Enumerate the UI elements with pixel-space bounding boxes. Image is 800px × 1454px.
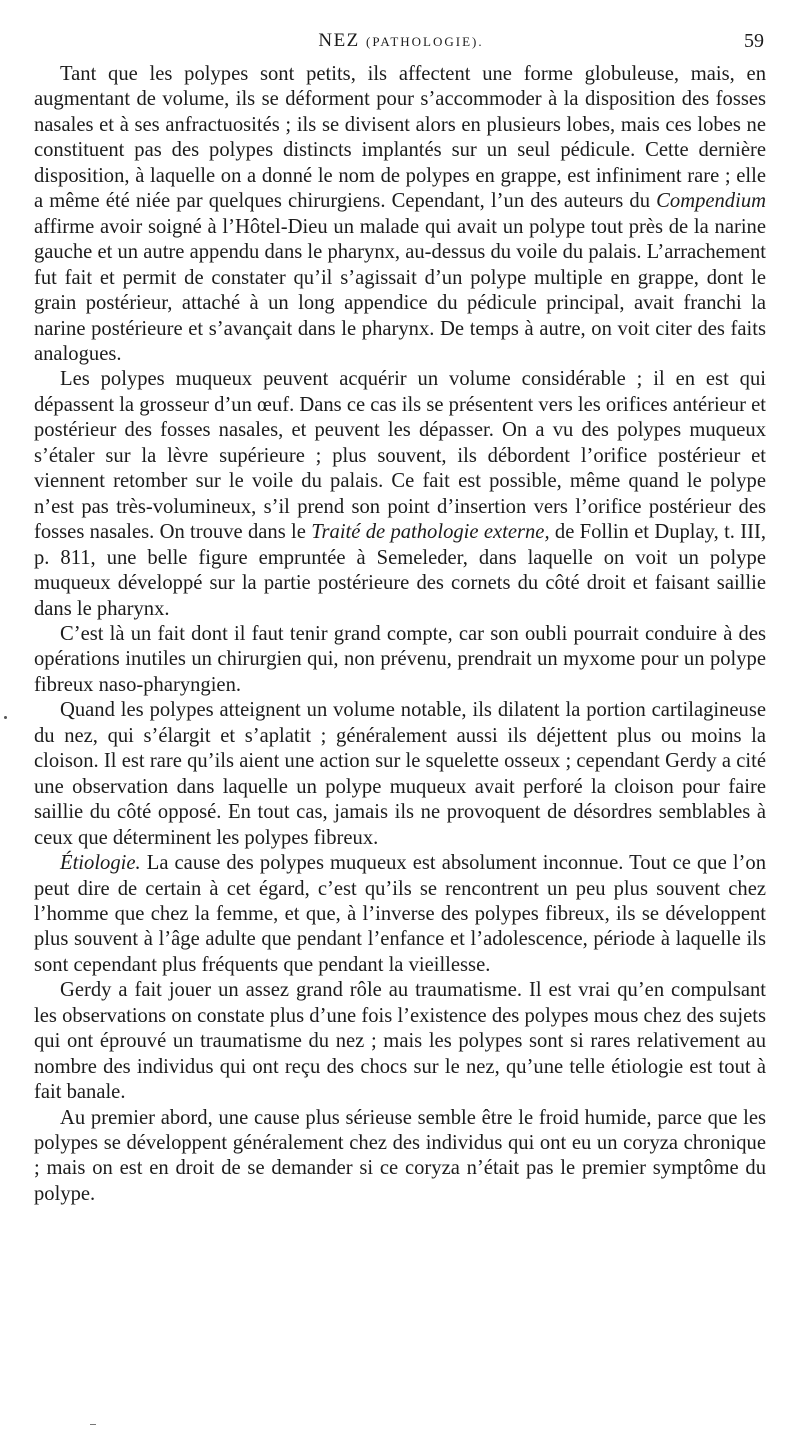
body-text — [34, 62, 766, 1207]
page-number: 59 — [744, 30, 764, 52]
paragraph-traumatisme: Gerdy a fait jouer un assez grand rôle au traumatisme. Il est vrai qu’en compulsant les observations on constate plus d’une fois l’existence des polypes mous chez des sujets qui ont éprouvé un traumatisme du nez ; mais les polypes sont si rares relativement au nombre des individus qui ont reçu des chocs sur le nez, qu’une telle étiologie est tout à fait banale. — [34, 979, 766, 1104]
margin-speck — [4, 716, 7, 719]
running-head — [34, 30, 768, 52]
italic-traite-title: Traité de pathologie externe, — [311, 521, 550, 544]
footer-mark — [90, 1424, 96, 1425]
paragraph-polypes-en-grappe: Tant que les polypes sont petits, ils affectent une forme globuleuse, mais, en augmentant de volume, ils se déforment pour s’accommoder à la disposition des fosses nasales et à ses anfractuosités ; ils se divisent alors en plusieurs lobes, mais ces lobes ne constituent pas des polypes distincts implantés sur un seul pédicule. Cette dernière disposition, à laquelle on a donné le nom de polypes en grappe, est infiniment rare ; elle a même été niée par quelques chirurgiens. Cependant, l’un des auteurs du Compendium affirme avoir soigné à l’Hôtel-Dieu un malade qui avait un polype tout près de la narine gauche et un autre appendu dans le pharynx, au-dessus du voile du palais. L’arrachement fut fait et permit de constater qu’il s’agissait d’un polype multiple en grappe, dont le grain postérieur, attaché à un long appendice du pédicule principal, avait franchi la narine postérieure et s’avançait dans le pharynx. De temps à autre, on voit citer des faits analogues. — [34, 63, 766, 365]
section-heading-etiologie: Étiologie. — [60, 852, 141, 875]
paragraph-myxome: C’est là un fait dont il faut tenir grand compte, car son oubli pourrait conduire à des opérations inutiles un chirurgien qui, non prévenu, prendrait un myxome pour un polype fibreux naso-pharyngien. — [34, 622, 766, 696]
paragraph-etiologie: Étiologie. La cause des polypes muqueux est absolument inconnue. Tout ce que l’on peut dire de certain à cet égard, c’est qu’ils se rencontrent un peu plus souvent chez l’homme que chez la femme, et que, à l’inverse des polypes fibreux, ils se développent plus souvent à l’âge adulte que pendant l’enfance et l’adolescence, période à laquelle ils sont cependant plus fréquents que pendant la vieillesse. — [34, 852, 766, 976]
italic-compendium: Compendium — [656, 190, 766, 213]
running-head-title: NEZ — [318, 30, 360, 51]
running-head-subtitle: (PATHOLOGIE). — [366, 34, 484, 49]
page-header — [34, 30, 768, 58]
paragraph-dilatation: Quand les polypes atteignent un volume notable, ils dilatent la portion cartilagineuse du nez, qui s’élargit et s’aplatit ; généralement aussi ils déjettent plus ou moins la cloison. Il est rare qu’ils aient une action sur le squelette osseux ; cependant Gerdy a cité une observation dans laquelle un polype muqueux avait perforé la cloison pour faire saillie du côté opposé. En tout cas, jamais ils ne provoquent de désordres semblables à ceux que déterminent les polypes fibreux. — [34, 699, 766, 849]
paragraph-froid-humide: Au premier abord, une cause plus sérieuse semble être le froid humide, parce que les polypes se développent généralement chez des individus qui ont eu un coryza chronique ; mais on est en droit de se demander si ce coryza n’était pas le premier symptôme du polype. — [34, 1106, 766, 1205]
paragraph-volume: Les polypes muqueux peuvent acquérir un volume considérable ; il en est qui dépassent la grosseur d’un œuf. Dans ce cas ils se présentent vers les orifices antérieur et postérieur des fosses nasales, et peuvent les dépasser. On a vu des polypes muqueux s’étaler sur la lèvre supérieure ; plus souvent, ils débordent l’orifice postérieur et viennent retomber sur le voile du palais. Ce fait est possible, même quand le polype n’est pas très-volumineux, s’il prend son point d’insertion vers l’orifice postérieur des fosses nasales. On trouve dans le Traité de pathologie externe, de Follin et Duplay, t. III, p. 811, une belle figure empruntée à Semeleder, dans laquelle on voit un polype muqueux développé sur la partie postérieure des cornets du côté droit et faisant saillie dans le pharynx. — [34, 368, 766, 620]
